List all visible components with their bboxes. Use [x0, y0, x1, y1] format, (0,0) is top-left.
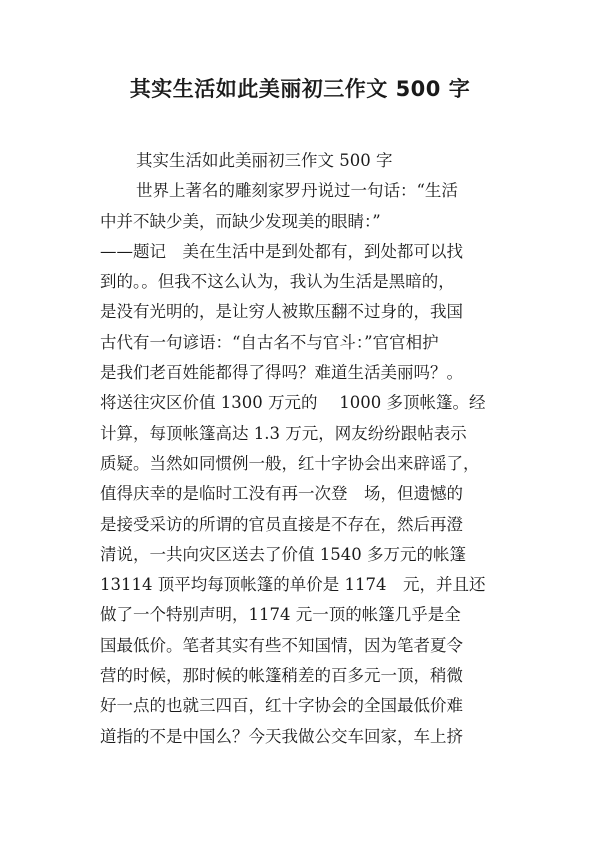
- body-line: 清说，一共向灾区送去了价值 1540 多万元的帐篷: [100, 544, 466, 564]
- document-title: 其实生活如此美丽初三作文 500 字: [129, 77, 471, 101]
- body-line: 到的。。但我不这么认为，我认为生活是黑暗的，: [100, 272, 455, 292]
- body-line: 将送往灾区价值 1300 万元的 1000 多顶帐篷。经: [100, 393, 486, 413]
- body-line: 计算，每顶帐篷高达 1.3 万元，网友纷纷跟帖表示: [100, 423, 467, 443]
- body-line: 质疑。当然如同惯例一般，红十字协会出来辟谣了，: [100, 453, 480, 473]
- body-line: 值得庆幸的是临时工没有再一次登 场，但遗憾的: [100, 484, 463, 504]
- body-line: 古代有一句谚语：“自古名不与官斗：”官官相护: [100, 332, 439, 352]
- body-line: 世界上著名的雕刻家罗丹说过一句话：“生活: [136, 181, 458, 201]
- body-line: 营的时候，那时候的帐篷稍差的百多元一顶，稍微: [100, 666, 463, 686]
- body-line: 道指的不是中国么？今天我做公交车回家，车上挤: [100, 726, 463, 746]
- body-line: 中并不缺少美，而缺少发现美的眼睛：”: [100, 211, 381, 231]
- body-line: 是我们老百姓能都得了得吗？难道生活美丽吗？。: [100, 363, 463, 383]
- body-line: ——题记 美在生活中是到处都有，到处都可以找: [100, 241, 463, 261]
- body-line: 是没有光明的，是让穷人被欺压翻不过身的，我国: [100, 302, 463, 322]
- body-line: 做了一个特别声明，1174 元一顶的帐篷几乎是全: [100, 605, 461, 625]
- body-line: 13114 顶平均每顶帐篷的单价是 1174 元，并且还: [100, 575, 486, 595]
- body-line: 好一点的也就三四百，红十字协会的全国最低价难: [100, 696, 463, 716]
- document-body: [100, 146, 504, 752]
- body-line: 国最低价。笔者其实有些不知国情，因为笔者夏令: [100, 635, 463, 655]
- body-line: 是接受采访的所谓的官员直接是不存在，然后再澄: [100, 514, 463, 534]
- body-line: 其实生活如此美丽初三作文 500 字: [136, 151, 393, 170]
